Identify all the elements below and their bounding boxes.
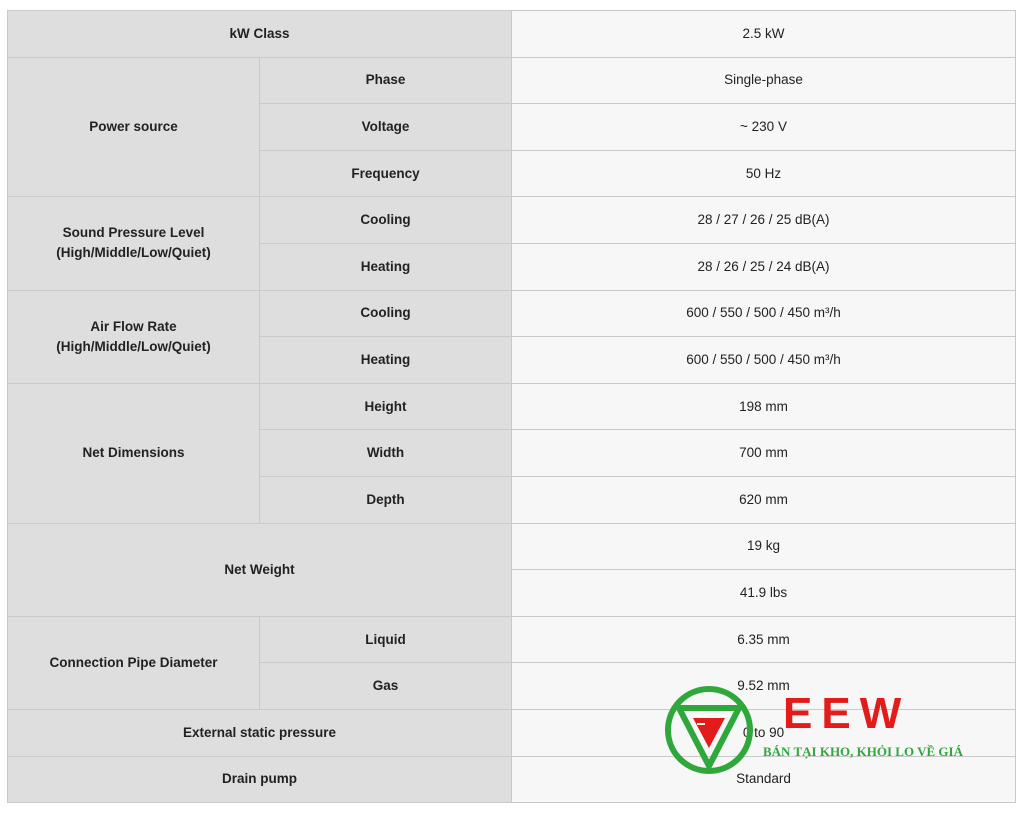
table-row (8, 290, 1016, 337)
table-row (8, 197, 1016, 244)
net-weight-label: Net Weight (8, 523, 512, 616)
kw-class-label: kW Class (8, 11, 512, 58)
voltage-value: ~ 230 V (512, 104, 1016, 151)
liquid-label: Liquid (260, 616, 512, 663)
brand-slogan: BÁN TẠI KHO, KHỎI LO VỀ GIÁ (763, 744, 963, 759)
air-heating-value: 600 / 550 / 500 / 450 m³/h (512, 337, 1016, 384)
table-row (8, 57, 1016, 104)
height-value: 198 mm (512, 383, 1016, 430)
frequency-label: Frequency (260, 150, 512, 197)
external-static-pressure-value: 0 to 90 (512, 709, 1016, 756)
spec-table (7, 10, 1016, 803)
air-cooling-label: Cooling (260, 290, 512, 337)
net-dimensions-label: Net Dimensions (8, 383, 260, 523)
table-row (8, 11, 1016, 58)
air-cooling-value: 600 / 550 / 500 / 450 m³/h (512, 290, 1016, 337)
sound-cooling-value: 28 / 27 / 26 / 25 dB(A) (512, 197, 1016, 244)
sound-pressure-label-line1: Sound Pressure Level (62, 225, 205, 241)
air-heating-label: Heating (260, 337, 512, 384)
drain-pump-label: Drain pump (8, 756, 512, 803)
gas-label: Gas (260, 663, 512, 710)
table-row (8, 709, 1016, 756)
sound-pressure-label (8, 197, 260, 290)
net-weight-kg-value: 19 kg (512, 523, 1016, 570)
table-row (8, 756, 1016, 803)
air-flow-label-line1: Air Flow Rate (90, 318, 177, 334)
air-flow-label (8, 290, 260, 383)
table-row (8, 383, 1016, 430)
sound-heating-value: 28 / 26 / 25 / 24 dB(A) (512, 243, 1016, 290)
air-flow-label-line2: (High/Middle/Low/Quiet) (56, 338, 211, 354)
kw-class-value: 2.5 kW (512, 11, 1016, 58)
phase-value: Single-phase (512, 57, 1016, 104)
table-row (8, 523, 1016, 570)
liquid-value: 6.35 mm (512, 616, 1016, 663)
depth-label: Depth (260, 476, 512, 523)
frequency-value: 50 Hz (512, 150, 1016, 197)
depth-value: 620 mm (512, 476, 1016, 523)
drain-pump-value: Standard (512, 756, 1016, 803)
height-label: Height (260, 383, 512, 430)
brand-name: EEW (783, 689, 911, 738)
sound-pressure-label-line2: (High/Middle/Low/Quiet) (56, 245, 211, 261)
voltage-label: Voltage (260, 104, 512, 151)
external-static-pressure-label: External static pressure (8, 709, 512, 756)
width-value: 700 mm (512, 430, 1016, 477)
gas-value: 9.52 mm (512, 663, 1016, 710)
sound-heating-label: Heating (260, 243, 512, 290)
net-weight-lbs-value: 41.9 lbs (512, 570, 1016, 617)
phase-label: Phase (260, 57, 512, 104)
connection-pipe-label: Connection Pipe Diameter (8, 616, 260, 709)
power-source-label: Power source (8, 57, 260, 197)
width-label: Width (260, 430, 512, 477)
table-row (8, 616, 1016, 663)
sound-cooling-label: Cooling (260, 197, 512, 244)
